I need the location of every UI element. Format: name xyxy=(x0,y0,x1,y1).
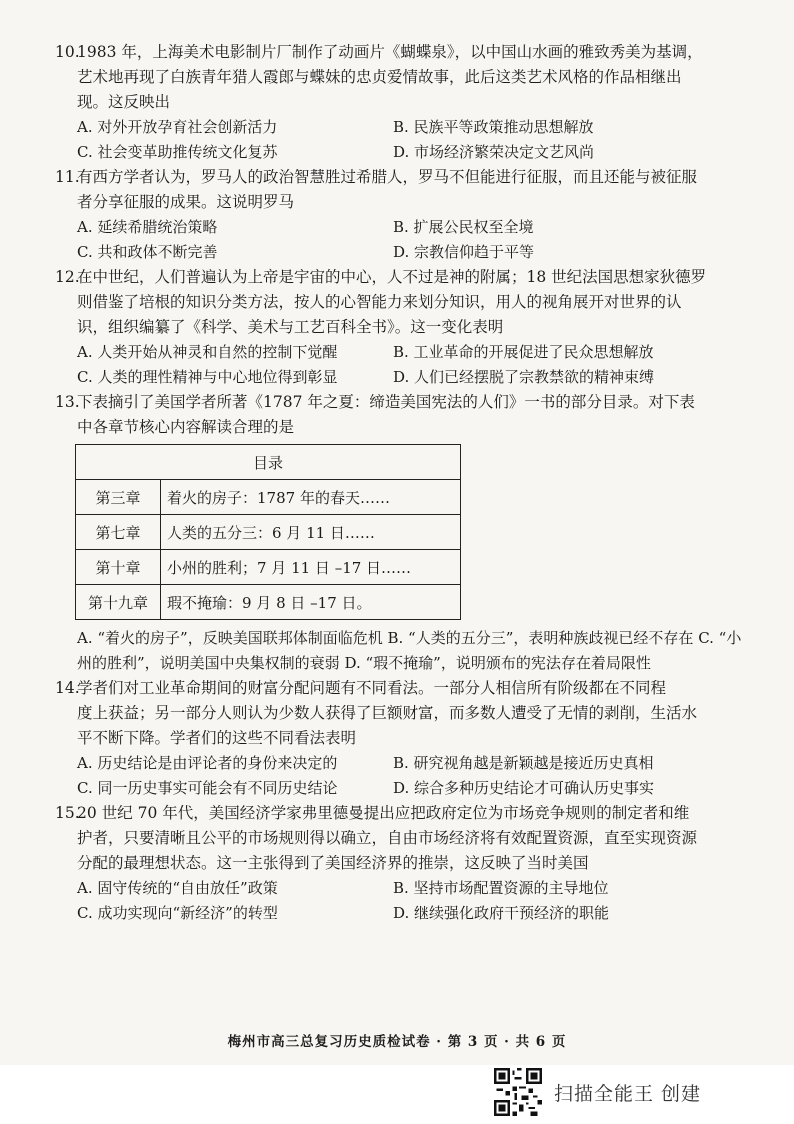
options xyxy=(55,215,745,265)
stem-line: 者分享征服的成果。这说明罗马 xyxy=(77,193,295,211)
options xyxy=(55,626,745,676)
stem-line: 度上获益；另一部分人则认为少数人获得了巨额财富，而多数人遭受了无情的剥削，生活水 xyxy=(77,704,698,722)
scanner-watermark xyxy=(494,1068,701,1116)
option-a: A. 固守传统的“自由放任”政策 xyxy=(77,879,278,897)
question-number: 12. xyxy=(55,268,80,286)
question-stem xyxy=(55,265,745,340)
option-c: C. “小州的胜利”，说明美国中央集权制的衰弱 xyxy=(77,629,742,672)
toc-table xyxy=(75,444,461,620)
stem-line: 下表摘引了美国学者所著《1787 年之夏：缔造美国宪法的人们》一书的部分目录。对下表 xyxy=(77,393,695,411)
stem-line: 中各章节核心内容解读合理的是 xyxy=(77,418,295,436)
page-footer: 梅州市高三总复习历史质检试卷 · 第 3 页 · 共 6 页 xyxy=(227,1034,567,1050)
question-number: 13. xyxy=(55,393,80,411)
option-d: D. 宗教信仰趋于平等 xyxy=(393,243,535,261)
option-b: B. 研究视角越是新颖越是接近历史真相 xyxy=(393,754,654,772)
stem-line: 学者们对工业革命期间的财富分配问题有不同看法。一部分人相信所有阶级都在不同程 xyxy=(77,679,667,697)
toc-chapter: 第十九章 xyxy=(76,585,161,620)
question-stem xyxy=(55,40,745,115)
question-13 xyxy=(55,390,745,676)
options xyxy=(55,340,745,390)
toc-content: 人类的五分三：6 月 11 日…… xyxy=(161,515,461,550)
option-d: D. 市场经济繁荣决定文艺风尚 xyxy=(393,143,595,161)
question-14 xyxy=(55,676,745,801)
option-c: C. 人类的理性精神与中心地位得到彰显 xyxy=(77,368,338,386)
options xyxy=(55,115,745,165)
option-d: D. 综合多种历史结论才可确认历史事实 xyxy=(393,779,655,797)
question-list xyxy=(55,40,745,926)
option-d: D. “瑕不掩瑜”，说明颁布的宪法存在着局限性 xyxy=(344,654,651,672)
option-d: D. 继续强化政府干预经济的职能 xyxy=(393,904,610,922)
question-number: 10. xyxy=(55,43,80,61)
option-a: A. 人类开始从神灵和自然的控制下觉醒 xyxy=(77,343,338,361)
stem-line: 在中世纪，人们普遍认为上帝是宇宙的中心，人不过是神的附属；18 世纪法国思想家狄德罗 xyxy=(77,268,707,286)
toc-content: 小州的胜利；7 月 11 日 –17 日…… xyxy=(161,550,461,585)
question-stem xyxy=(55,801,745,876)
option-c: C. 共和政体不断完善 xyxy=(77,243,218,261)
qr-code-icon xyxy=(494,1068,542,1116)
question-stem xyxy=(55,165,745,215)
stem-line: 识，组织编纂了《科学、美术与工艺百科全书》。这一变化表明 xyxy=(77,318,504,336)
table-row xyxy=(76,515,461,550)
stem-line: 有西方学者认为，罗马人的政治智慧胜过希腊人，罗马不但能进行征服，而且还能与被征服 xyxy=(77,168,698,186)
table-row xyxy=(76,550,461,585)
toc-chapter: 第十章 xyxy=(76,550,161,585)
stem-line: 护者，只要清晰且公平的市场规则得以确立，自由市场经济将有效配置资源，直至实现资源 xyxy=(77,829,698,847)
question-number: 11. xyxy=(55,168,80,186)
toc-content: 着火的房子：1787 年的春天…… xyxy=(161,480,461,515)
question-number: 15. xyxy=(55,804,80,822)
question-15 xyxy=(55,801,745,926)
question-stem xyxy=(55,390,745,440)
option-c: C. 同一历史事实可能会有不同历史结论 xyxy=(77,779,338,797)
stem-line: 艺术地再现了白族青年猎人霞郎与蝶妹的忠贞爱情故事，此后这类艺术风格的作品相继出 xyxy=(77,68,682,86)
toc-content: 瑕不掩瑜：9 月 8 日 –17 日。 xyxy=(161,585,461,620)
toc-chapter: 第七章 xyxy=(76,515,161,550)
option-b: B. 坚持市场配置资源的主导地位 xyxy=(393,879,609,897)
scanner-label: 扫描全能王 创建 xyxy=(554,1082,702,1105)
option-b: B. 工业革命的开展促进了民众思想解放 xyxy=(393,343,654,361)
stem-line: 20 世纪 70 年代，美国经济学家弗里德曼提出应把政府定位为市场竞争规则的制定者和维 xyxy=(77,804,690,822)
question-11 xyxy=(55,165,745,265)
question-number: 14. xyxy=(55,679,80,697)
option-b: B. 扩展公民权至全境 xyxy=(393,218,534,236)
options xyxy=(55,751,745,801)
question-12 xyxy=(55,265,745,390)
stem-line: 现。这反映出 xyxy=(77,93,171,111)
option-a: A. “着火的房子”，反映美国联邦体制面临危机 xyxy=(77,629,383,647)
toc-header: 目录 xyxy=(76,445,461,480)
stem-line: 分配的最理想状态。这一主张得到了美国经济界的推崇，这反映了当时美国 xyxy=(77,854,589,872)
option-a: A. 历史结论是由评论者的身份来决定的 xyxy=(77,754,338,772)
stem-line: 1983 年，上海美术电影制片厂制作了动画片《蝴蝶泉》，以中国山水画的雅致秀美为基调， xyxy=(77,43,703,61)
stem-line: 则借鉴了培根的知识分类方法，按人的心智能力来划分知识，用人的视角展开对世界的认 xyxy=(77,293,682,311)
option-d: D. 人们已经摆脱了宗教禁欲的精神束缚 xyxy=(393,368,655,386)
stem-line: 平不断下降。学者们的这些不同看法表明 xyxy=(77,729,357,747)
option-c: C. 社会变革助推传统文化复苏 xyxy=(77,143,278,161)
option-c: C. 成功实现向“新经济”的转型 xyxy=(77,904,278,922)
options xyxy=(55,876,745,926)
question-10 xyxy=(55,40,745,165)
option-a: A. 对外开放孕育社会创新活力 xyxy=(77,118,278,136)
option-b: B. “人类的五分三”，表明种族歧视已经不存在 xyxy=(387,629,694,647)
option-b: B. 民族平等政策推动思想解放 xyxy=(393,118,594,136)
question-stem xyxy=(55,676,745,751)
toc-chapter: 第三章 xyxy=(76,480,161,515)
table-row xyxy=(76,585,461,620)
table-row xyxy=(76,480,461,515)
option-a: A. 延续希腊统治策略 xyxy=(77,218,218,236)
